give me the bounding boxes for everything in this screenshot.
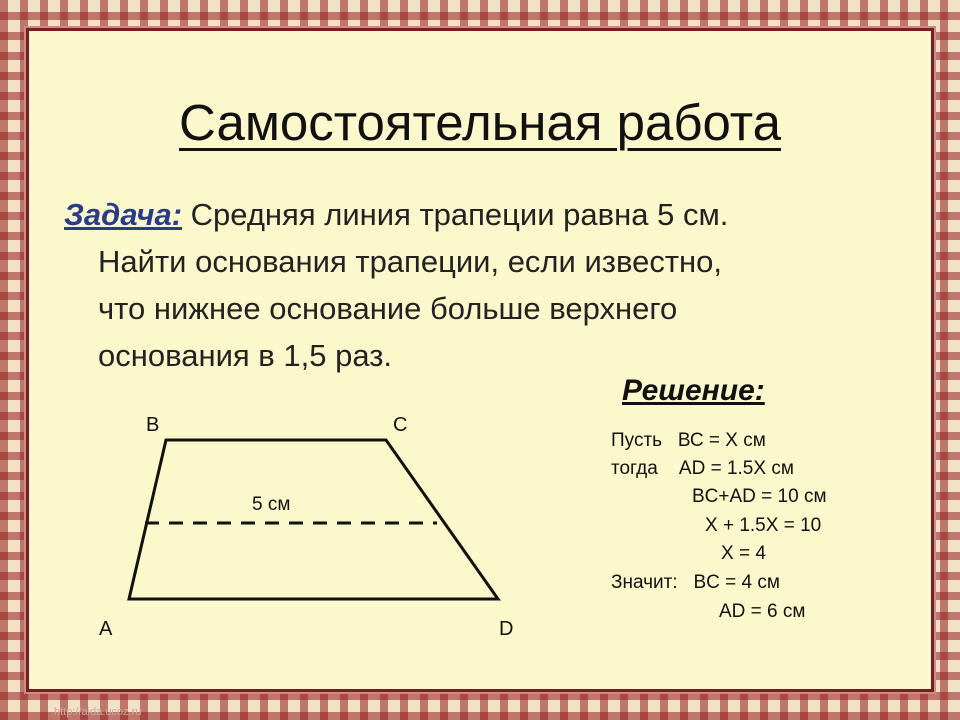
trapezoid-shape (129, 440, 498, 599)
vertex-b-label: B (146, 414, 160, 436)
solution-line-4: X + 1.5X = 10 (705, 515, 822, 536)
trapezoid-figure (29, 31, 937, 695)
problem-line-4: основания в 1,5 раз. (98, 338, 393, 373)
vertex-a-label: A (99, 618, 113, 640)
solution-title: Решение: (622, 374, 765, 407)
problem-label: Задача: (64, 197, 183, 232)
solution-line-3: BC+AD = 10 см (692, 486, 827, 507)
solution-line-1: Пусть ВС = Х см (611, 430, 766, 451)
solution-line-6: Значит: BC = 4 см (611, 572, 780, 593)
solution-line-2: тогда AD = 1.5X см (611, 458, 794, 479)
vertex-d-label: D (499, 618, 514, 640)
solution-line-7: AD = 6 см (719, 601, 806, 622)
problem-line-2: Найти основания трапеции, если известно, (98, 244, 723, 279)
problem-line-1: Средняя линия трапеции равна 5 см. (182, 197, 729, 232)
midline-length-label: 5 см (252, 494, 291, 515)
solution-line-5: X = 4 (721, 543, 766, 564)
footer-url: http://aida.ucoz.ru (54, 706, 142, 718)
slide-title: Самостоятельная работа (179, 94, 781, 151)
vertex-c-label: C (393, 414, 408, 436)
problem-line-3: что нижнее основание больше верхнего (98, 291, 678, 326)
slide (26, 28, 934, 692)
